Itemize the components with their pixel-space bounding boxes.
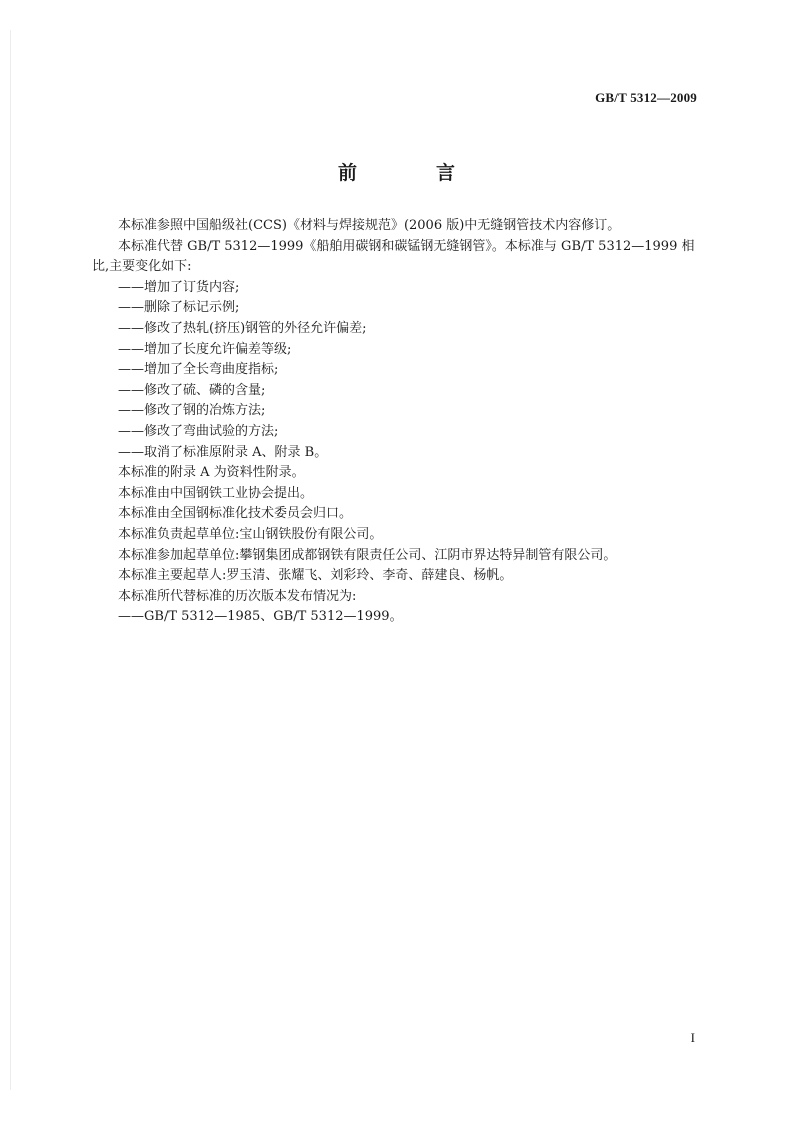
note-main-drafters: 本标准主要起草人:罗玉清、张耀飞、刘彩玲、李奇、薛建良、杨帆。 xyxy=(118,568,513,584)
standard-code: GB/T 5312—2009 xyxy=(595,90,697,105)
change-item: ——取消了标准原附录 A、附录 B。 xyxy=(118,444,328,460)
change-item: ——增加了订货内容; xyxy=(118,279,240,295)
note-committee: 本标准由全国钢标准化技术委员会归口。 xyxy=(118,506,353,522)
change-item: ——修改了钢的冶炼方法; xyxy=(118,403,266,419)
change-item: ——修改了热轧(挤压)钢管的外径允许偏差; xyxy=(118,320,367,336)
change-item: ——删除了标记示例; xyxy=(118,300,240,316)
scan-edge-line xyxy=(10,30,11,1090)
preface-body xyxy=(92,216,716,628)
history-item: ——GB/T 5312—1985、GB/T 5312—1999。 xyxy=(118,609,403,625)
change-item: ——增加了长度允许偏差等级; xyxy=(118,341,292,357)
note-lead-drafter: 本标准负责起草单位:宝山钢铁股份有限公司。 xyxy=(118,526,383,542)
change-item: ——修改了弯曲试验的方法; xyxy=(118,423,279,439)
page-number: I xyxy=(690,1030,695,1045)
note-participating-drafters: 本标准参加起草单位:攀钢集团成都钢铁有限责任公司、江阴市界达特异制管有限公司。 xyxy=(118,547,617,563)
change-item: ——修改了硫、磷的含量; xyxy=(118,382,266,398)
intro-paragraph-2-line-1: 本标准代替 GB/T 5312—1999《船舶用碳钢和碳锰钢无缝钢管》。本标准与 GB/T 5312—1999 相 xyxy=(118,238,695,254)
note-annex: 本标准的附录 A 为资料性附录。 xyxy=(118,465,305,481)
change-item: ——增加了全长弯曲度指标; xyxy=(118,362,279,378)
intro-paragraph-2-line-2: 比,主要变化如下: xyxy=(92,259,192,275)
page-title: 前 言 xyxy=(337,162,485,184)
note-proposer: 本标准由中国钢铁工业协会提出。 xyxy=(118,485,314,501)
note-history-heading: 本标准所代替标准的历次版本发布情况为: xyxy=(118,588,357,604)
intro-paragraph-1: 本标准参照中国船级社(CCS)《材料与焊接规范》(2006 版)中无缝钢管技术内容修订。 xyxy=(118,218,621,233)
